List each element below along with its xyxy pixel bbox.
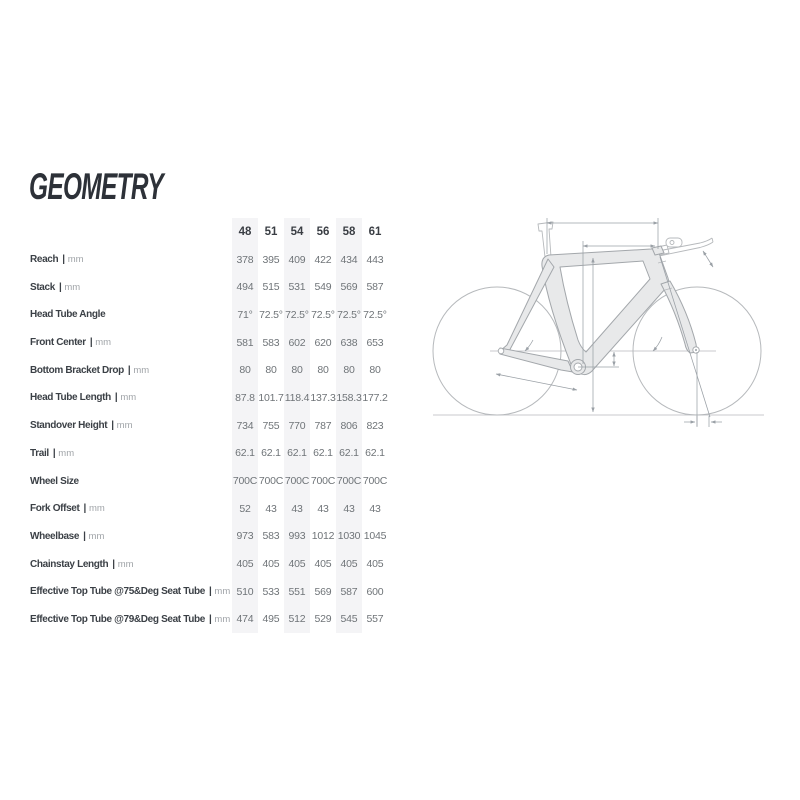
size-value: 62.1 <box>284 440 310 468</box>
size-value: 434 <box>336 246 362 274</box>
size-value: 823 <box>366 419 384 432</box>
row-label-text: Head Tube Angle <box>30 309 106 321</box>
row-label-unit: mm <box>88 503 105 515</box>
row-label-unit: mm <box>117 558 134 570</box>
size-value: 80 <box>284 356 310 384</box>
size-value: 973 <box>232 523 258 551</box>
row-label-unit: mm <box>67 254 84 266</box>
row-label <box>30 246 232 274</box>
row-label <box>30 578 232 606</box>
seatpost-outline <box>538 222 553 257</box>
label-unit-separator: | <box>52 447 56 459</box>
size-value: 700C <box>258 475 284 488</box>
row-label-unit: mm <box>95 337 112 349</box>
size-value: 62.1 <box>365 447 385 460</box>
size-value: 43 <box>284 495 310 523</box>
row-label <box>30 384 232 412</box>
row-label-unit: mm <box>64 281 81 293</box>
size-value: 72.5° <box>336 301 362 329</box>
label-unit-separator: | <box>208 586 212 598</box>
size-value: 405 <box>262 558 280 571</box>
size-value: 101.7 <box>258 391 284 404</box>
size-value: 62.1 <box>336 440 362 468</box>
size-value: 43 <box>369 502 381 515</box>
size-value: 700C <box>310 475 336 488</box>
size-value: 62.1 <box>313 447 333 460</box>
chainstay <box>500 348 573 372</box>
size-value: 422 <box>314 253 332 266</box>
table-corner <box>30 218 232 246</box>
size-value: 80 <box>317 364 329 377</box>
size-value: 529 <box>314 613 332 626</box>
row-label-unit: mm <box>133 364 150 376</box>
size-value: 700C <box>284 467 310 495</box>
label-unit-separator: | <box>58 281 62 293</box>
row-label-text: Fork Offset <box>30 503 80 515</box>
size-value: 80 <box>369 364 381 377</box>
row-label-unit: mm <box>116 420 133 432</box>
size-value: 1045 <box>363 530 387 543</box>
size-value: 405 <box>232 550 258 578</box>
bike-diagram-svg <box>430 200 800 480</box>
size-value: 62.1 <box>232 440 258 468</box>
size-value: 510 <box>232 578 258 606</box>
size-value: 770 <box>284 412 310 440</box>
row-label-text: Wheel Size <box>30 475 79 487</box>
size-value: 583 <box>262 336 280 349</box>
size-value: 378 <box>232 246 258 274</box>
row-label-text: Front Center <box>30 337 86 349</box>
size-value: 43 <box>317 502 329 515</box>
size-value: 395 <box>262 253 280 266</box>
row-label-text: Trail <box>30 447 49 459</box>
row-label-unit: mm <box>214 586 231 598</box>
size-value: 87.8 <box>232 384 258 412</box>
size-value: 158.3 <box>336 384 362 412</box>
size-column-header: 54 <box>284 218 310 246</box>
row-label-unit: mm <box>120 392 137 404</box>
size-value: 587 <box>336 578 362 606</box>
size-value: 80 <box>232 356 258 384</box>
size-value: 700C <box>336 467 362 495</box>
size-value: 545 <box>336 606 362 634</box>
size-value: 531 <box>284 273 310 301</box>
label-unit-separator: | <box>83 530 86 542</box>
size-value: 583 <box>262 530 280 543</box>
row-label <box>30 550 232 578</box>
size-column-header: 58 <box>336 218 362 246</box>
size-value: 755 <box>262 419 280 432</box>
size-column-header: 48 <box>232 218 258 246</box>
size-value: 806 <box>336 412 362 440</box>
seatstay <box>500 259 554 355</box>
size-value: 72.5° <box>284 301 310 329</box>
row-label <box>30 412 232 440</box>
size-value: 569 <box>336 273 362 301</box>
size-value: 700C <box>362 475 388 488</box>
row-label-text: Bottom Bracket Drop <box>30 364 124 376</box>
size-value: 1012 <box>311 530 335 543</box>
size-value: 638 <box>336 329 362 357</box>
size-value: 80 <box>265 364 277 377</box>
row-label <box>30 356 232 384</box>
row-label-unit: mm <box>58 447 75 459</box>
size-value: 700C <box>232 467 258 495</box>
size-value: 72.5° <box>363 308 387 321</box>
size-value: 551 <box>284 578 310 606</box>
size-value: 620 <box>314 336 332 349</box>
row-label-text: Standover Height <box>30 420 108 432</box>
size-value: 405 <box>336 550 362 578</box>
size-column-header: 56 <box>316 225 330 238</box>
label-unit-separator: | <box>208 613 212 625</box>
size-value: 443 <box>366 253 384 266</box>
size-value: 653 <box>366 336 384 349</box>
size-value: 52 <box>232 495 258 523</box>
size-value: 177.2 <box>362 391 388 404</box>
size-value: 581 <box>232 329 258 357</box>
row-label <box>30 301 232 329</box>
size-value: 474 <box>232 606 258 634</box>
size-value: 557 <box>366 613 384 626</box>
row-label <box>30 606 232 634</box>
row-label-text: Stack <box>30 281 55 293</box>
size-value: 495 <box>262 613 280 626</box>
size-value: 494 <box>232 273 258 301</box>
row-label-unit: mm <box>88 530 105 542</box>
row-label-text: Head Tube Length <box>30 392 111 404</box>
size-column-header: 51 <box>264 225 278 238</box>
size-value: 72.5° <box>311 308 335 321</box>
size-value: 405 <box>314 558 332 571</box>
row-label <box>30 273 232 301</box>
size-value: 600 <box>366 585 384 598</box>
page-title: GEOMETRY <box>29 166 164 207</box>
size-value: 80 <box>336 356 362 384</box>
size-value: 734 <box>232 412 258 440</box>
rear-dropout <box>498 348 504 354</box>
size-value: 602 <box>284 329 310 357</box>
label-unit-separator: | <box>83 503 86 515</box>
bike-geometry-diagram <box>430 200 800 480</box>
row-label-text: Effective Top Tube @79&Deg Seat Tube <box>30 613 205 625</box>
size-value: 993 <box>284 523 310 551</box>
geometry-table <box>30 218 388 633</box>
label-unit-separator: | <box>62 254 65 266</box>
frame <box>498 246 699 375</box>
label-unit-separator: | <box>89 337 93 349</box>
row-label <box>30 467 232 495</box>
row-label <box>30 523 232 551</box>
size-value: 787 <box>314 419 332 432</box>
size-value: 72.5° <box>259 308 283 321</box>
size-value: 118.4 <box>284 384 310 412</box>
row-label-unit: mm <box>214 613 231 625</box>
size-value: 587 <box>366 281 384 294</box>
label-unit-separator: | <box>114 392 118 404</box>
size-value: 533 <box>262 585 280 598</box>
row-label-text: Reach <box>30 254 59 266</box>
size-column-header: 61 <box>368 225 382 238</box>
row-label <box>30 495 232 523</box>
size-value: 43 <box>336 495 362 523</box>
row-label <box>30 329 232 357</box>
row-label <box>30 440 232 468</box>
size-value: 71° <box>232 301 258 329</box>
label-unit-separator: | <box>111 420 114 432</box>
label-unit-separator: | <box>127 364 131 376</box>
row-label-text: Chainstay Length <box>30 558 109 570</box>
row-label-text: Effective Top Tube @75&Deg Seat Tube <box>30 586 205 598</box>
label-unit-separator: | <box>112 558 115 570</box>
size-value: 62.1 <box>261 447 281 460</box>
size-value: 512 <box>284 606 310 634</box>
size-value: 409 <box>284 246 310 274</box>
size-value: 43 <box>265 502 277 515</box>
size-value: 405 <box>284 550 310 578</box>
size-value: 405 <box>366 558 384 571</box>
row-label-text: Wheelbase <box>30 530 80 542</box>
size-value: 515 <box>262 281 280 294</box>
size-value: 1030 <box>336 523 362 551</box>
size-value: 569 <box>314 585 332 598</box>
size-value: 137.3 <box>310 391 336 404</box>
size-value: 549 <box>314 281 332 294</box>
